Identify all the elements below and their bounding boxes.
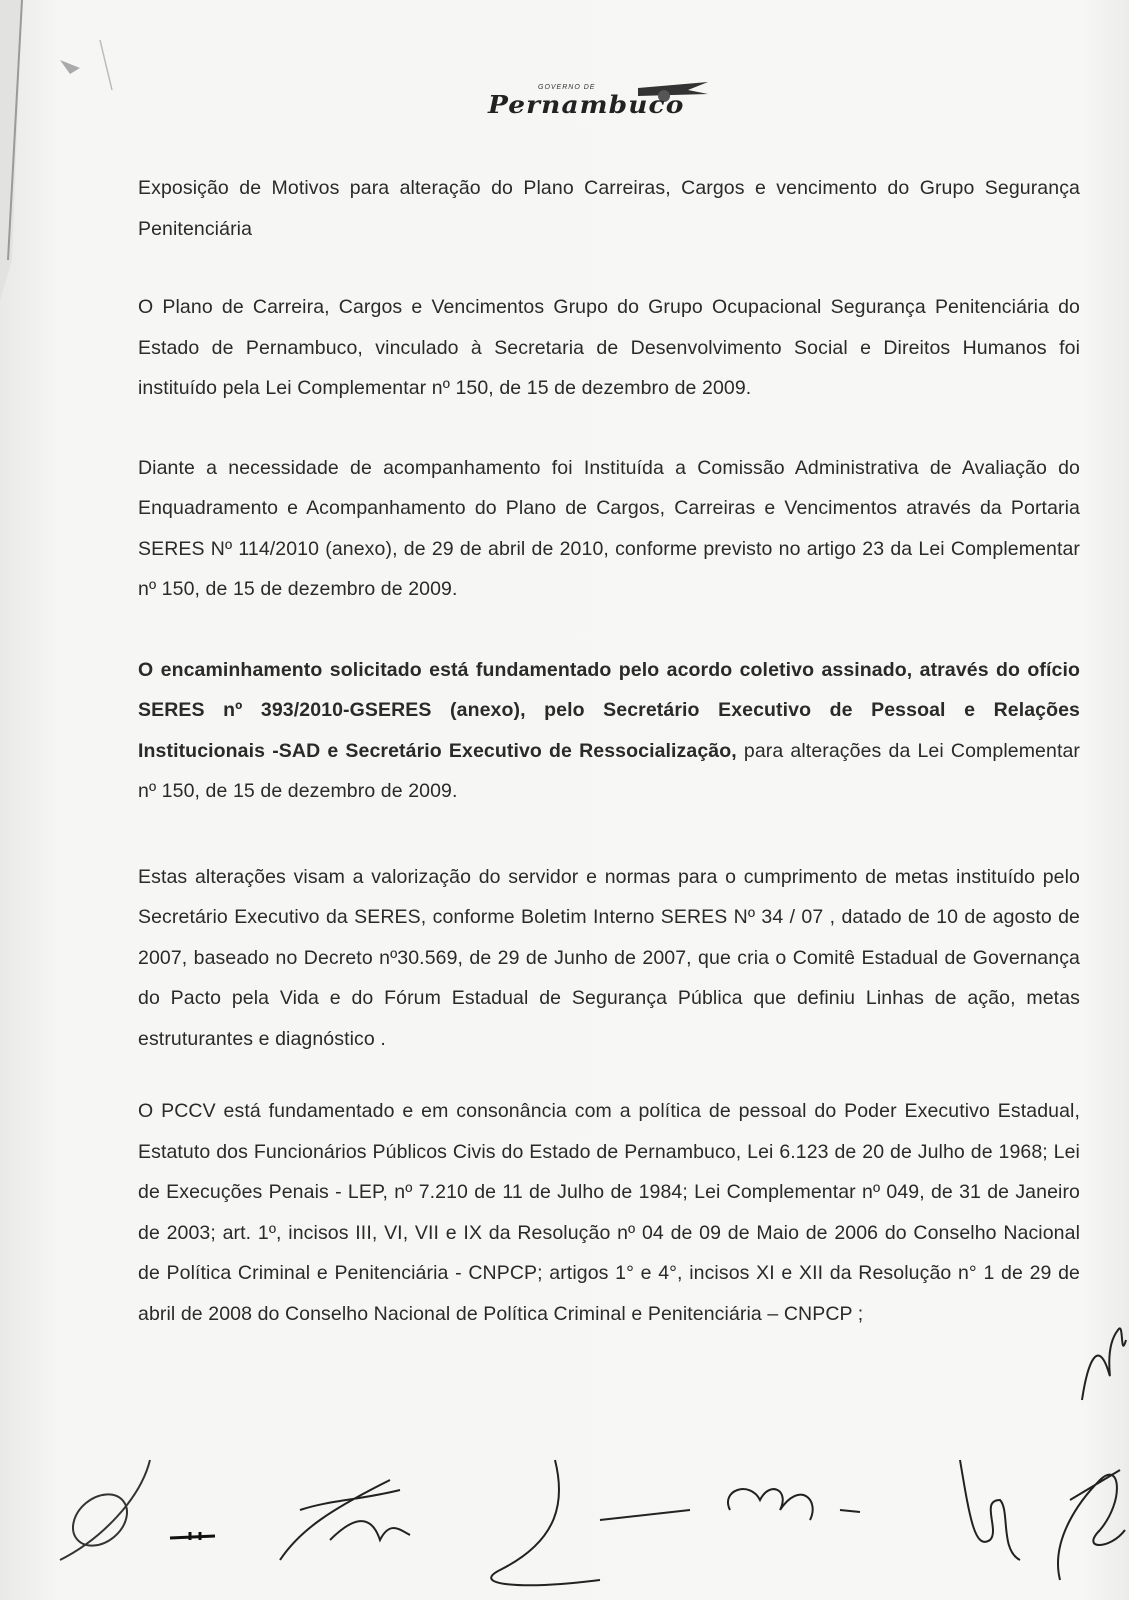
folded-corner-mark [0,0,140,300]
signature-4 [728,1489,860,1520]
signature-5 [960,1460,1020,1560]
paragraph-2: Diante a necessidade de acompanhamento foi Instituída a Comissão Administrativa de Avaliação do Enquadramento e Acompanhamento do Plano de Cargos, Carreiras e Vencimentos através da Portaria SERES Nº 114/2010 (anexo), de 29 de abril de 2010, conforme previsto no artigo 23 da Lei Complementar nº 150, de 15 de dezembro de 2009. [138,456,1080,600]
signature-1 [170,1532,215,1540]
paragraph-3-bold: O encaminhamento solicitado está fundamentado pelo acordo coletivo assinado, através do ofício SERES nº 393/2010-GSERES (anexo), pelo Secretário Executivo de Pessoal e Relações Institucionais -SAD e Secretário Executivo de Ressocialização, [138,658,1080,762]
margin-signature [1078,1300,1129,1420]
logo-government-of: GOVERNO DE [538,84,596,91]
paragraph-3-rest: para alterações da Lei Complementar nº 150, de 15 de dezembro de 2009. [138,739,1081,802]
signature-3 [491,1460,690,1585]
paragraph-1: O Plano de Carreira, Cargos e Vencimentos Grupo do Grupo Ocupacional Segurança Penitenciária do Estado de Pernambuco, vinculado à Secretaria de Desenvolvimento Social e Direitos Humanos foi instituído pela Lei Complementar nº 150, de 15 de dezembro de 2009. [138,296,1080,399]
logo-state-name: Pernambuco [488,90,685,119]
signature-stamp [60,1460,150,1560]
paragraph-3 [138,650,1080,812]
government-logo [488,82,718,122]
paragraph-4: Estas alterações visam a valorização do servidor e normas para o cumprimento de metas instituído pelo Secretário Executivo da SERES, conforme Boletim Interno SERES Nº 34 / 07 , datado de 10 de agosto de 2007, baseado no Decreto nº30.569, de 29 de Junho de 2007, que cria o Comitê Estadual de Governança do Pacto pela Vida e do Fórum Estadual de Segurança Pública que definiu Linhas de ação, metas estruturantes e diagnóstico . [138,865,1080,1050]
paragraph-5: O PCCV está fundamentado e em consonância com a política de pessoal do Poder Executivo Estadual, Estatuto dos Funcionários Públicos Civis do Estado de Pernambuco, Lei 6.123 de 20 de Julho de 1968; Lei de Execuções Penais - LEP, nº 7.210 de 11 de Julho de 1984; Lei Complementar nº 049, de 31 de Janeiro de 2003; art. 1º, incisos III, VI, VII e IX da Resolução nº 04 de 09 de Maio de 2006 do Conselho Nacional de Política Criminal e Penitenciária - CNPCP; artigos 1° e 4°, incisos XI e XII da Resolução n° 1 de 29 de abril de 2008 do Conselho Nacional de Política Criminal e Penitenciária – CNPCP ; [138,1100,1080,1325]
signature-6 [1058,1470,1125,1580]
signatures-row [0,1440,1129,1600]
document-title: Exposição de Motivos para alteração do Plano Carreiras, Cargos e vencimento do Grupo Segurança Penitenciária [138,177,1080,240]
signature-2 [280,1480,410,1560]
document-body [138,168,1080,1334]
